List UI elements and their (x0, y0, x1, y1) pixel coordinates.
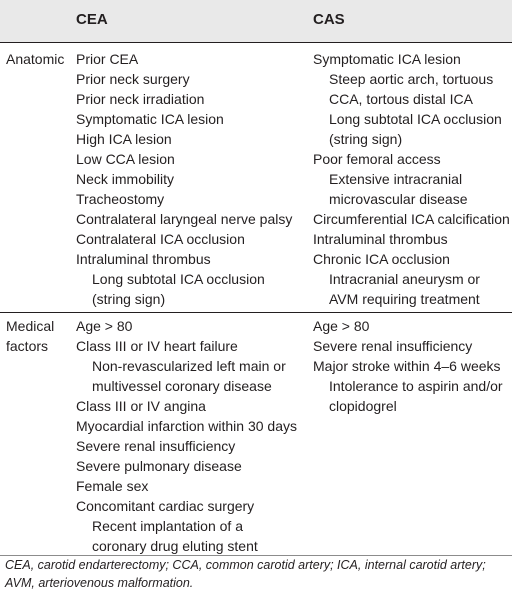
table-cell-line: Long subtotal ICA occlusion (329, 111, 502, 127)
table-cell-line: Contralateral laryngeal nerve palsy (76, 211, 293, 227)
table-cell-line: Circumferential ICA calcification (313, 211, 510, 227)
header-cas: CAS (313, 11, 345, 28)
table-cell-line: Recent implantation of a (92, 518, 243, 534)
table-cell-line: Female sex (76, 478, 149, 494)
table-cell-line: Age > 80 (76, 318, 133, 334)
table-cell-line: Class III or IV heart failure (76, 338, 238, 354)
table-cell-line: Severe pulmonary disease (76, 458, 242, 474)
category-label: Anatomic (6, 51, 65, 67)
table-cell-line: Major stroke within 4–6 weeks (313, 358, 501, 374)
table-header (0, 0, 512, 42)
table-cell-line: Intraluminal thrombus (76, 251, 211, 267)
table-cell-line: Low CCA lesion (76, 151, 175, 167)
medical-cas-list (313, 316, 503, 416)
table-cell-line: Long subtotal ICA occlusion (92, 271, 265, 287)
footnote (5, 556, 510, 592)
anatomic-cas-list (313, 49, 510, 309)
anatomic-category (6, 49, 64, 69)
table-cell-line: coronary drug eluting stent (92, 538, 258, 554)
table-cell-line: Severe renal insufficiency (76, 438, 236, 454)
medical-cea-list (76, 316, 297, 556)
table-cell-line: Intolerance to aspirin and/or (329, 378, 503, 394)
table-cell-line: Myocardial infarction within 30 days (76, 418, 297, 434)
table-cell-line: CCA, tortous distal ICA (329, 91, 473, 107)
table-cell-line: Poor femoral access (313, 151, 441, 167)
table-cell-line: Prior neck irradiation (76, 91, 205, 107)
table-cell-line: Neck immobility (76, 171, 175, 187)
table-cell-line: Concomitant cardiac surgery (76, 498, 255, 514)
table-cell-line: Age > 80 (313, 318, 370, 334)
table-cell-line: Steep aortic arch, tortuous (329, 71, 494, 87)
table-cell-line: Severe renal insufficiency (313, 338, 473, 354)
table-cell-line: Symptomatic ICA lesion (313, 51, 461, 67)
table-cell-line: High ICA lesion (76, 131, 172, 147)
table-cell-line: (string sign) (92, 291, 166, 307)
category-label: factors (6, 338, 49, 354)
header-cea: CEA (76, 11, 108, 28)
table-cell-line: Prior CEA (76, 51, 139, 67)
table-cell-line: Intraluminal thrombus (313, 231, 448, 247)
table-cell-line: Intracranial aneurysm or (329, 271, 480, 287)
table-cell-line: Contralateral ICA occlusion (76, 231, 245, 247)
table-cell-line: AVM requiring treatment (329, 291, 480, 307)
medical-category (6, 316, 54, 356)
table-cell-line: Symptomatic ICA lesion (76, 111, 224, 127)
category-label: Medical (6, 318, 55, 334)
table-cell-line: (string sign) (329, 131, 403, 147)
table-cell-line: Chronic ICA occlusion (313, 251, 450, 267)
table-cell-line: Extensive intracranial (329, 171, 463, 187)
footnote-line: AVM, arteriovenous malformation. (5, 576, 194, 590)
table-cell-line: Class III or IV angina (76, 398, 206, 414)
table-cell-line: Non-revascularized left main or (92, 358, 286, 374)
table-cell-line: multivessel coronary disease (92, 378, 272, 394)
row-divider (0, 312, 512, 313)
header-rule (0, 42, 512, 43)
table-cell-line: Prior neck surgery (76, 71, 190, 87)
table-cell-line: microvascular disease (329, 191, 468, 207)
footnote-line: CEA, carotid endarterectomy; CCA, common carotid artery; ICA, internal carotid artery; (5, 558, 486, 572)
table-cell-line: Tracheostomy (76, 191, 165, 207)
table-cell-line: clopidogrel (329, 398, 397, 414)
anatomic-cea-list (76, 49, 292, 309)
